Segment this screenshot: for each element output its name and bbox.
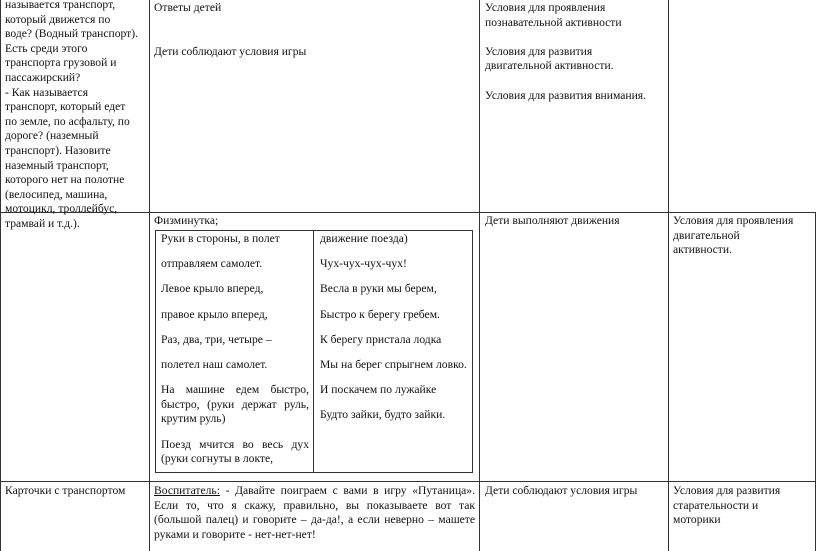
- column-divider-3: [668, 0, 669, 551]
- fizminutka-title: Физминутка;: [154, 214, 219, 227]
- text-line: Если то, что я скажу, правильно, вы показываете вот так: [154, 498, 475, 512]
- poem-line: Мы на берег спрыгнем ловко.: [320, 357, 467, 371]
- row3-materials-cell: Карточки с транспортом: [5, 484, 126, 497]
- text-line: транспорт, который едет: [5, 100, 126, 114]
- text-line: Дети соблюдают условия игры: [154, 44, 307, 58]
- poem-box: [155, 230, 473, 473]
- poem-line: быстро, (руки держат руль,: [161, 397, 309, 411]
- row3-teacher-cell: [154, 484, 475, 542]
- poem-line: Чух-чух-чух-чух!: [320, 257, 407, 271]
- poem-line: правое крыло вперед,: [161, 307, 268, 321]
- poem-left-column: [161, 232, 309, 467]
- text-line: (большой палец) и говорите – да-да!, а если неверно – машете: [154, 513, 475, 527]
- text-line: Условия для проявления: [485, 1, 606, 14]
- poem-line: движение поезда): [320, 232, 408, 245]
- poem-line: К берегу пристала лодка: [320, 332, 442, 346]
- text-line: двигательной: [673, 228, 740, 242]
- poem-divider: [313, 231, 314, 472]
- text-line: который движется по: [5, 12, 111, 26]
- text-line: моторики: [673, 513, 721, 527]
- column-divider-2: [479, 0, 480, 551]
- text-line: Условия для проявления: [673, 214, 794, 227]
- text-line: двигательной активности.: [485, 59, 614, 73]
- text-line: - Как называется: [5, 85, 89, 99]
- text-line: наземный транспорт,: [5, 158, 109, 172]
- poem-line: Весла в руки мы берем,: [320, 282, 437, 296]
- poem-line: (руки согнуты в локте,: [161, 452, 274, 466]
- poem-line: отправляем самолет.: [161, 257, 263, 271]
- row-divider-2: [0, 481, 816, 482]
- poem-line: крутим руль): [161, 412, 226, 426]
- text-line: называется транспорт,: [5, 0, 116, 11]
- teacher-label: Воспитатель:: [154, 484, 220, 497]
- poem-line: Левое крыло вперед,: [161, 282, 264, 296]
- text-line: по земле, по асфальту, по: [5, 114, 130, 128]
- column-divider-1: [149, 0, 150, 551]
- table-border-left: [0, 0, 1, 551]
- text-line: Ответы детей: [154, 1, 222, 14]
- poem-line: Раз, два, три, четыре –: [161, 332, 272, 346]
- poem-right-column: [320, 232, 470, 423]
- poem-line: На машине едем быстро,: [161, 383, 309, 397]
- text-line: дороге? (наземный: [5, 129, 99, 143]
- row3-conditions-cell: [673, 484, 813, 528]
- text-line: Условия для развития: [485, 44, 593, 58]
- text-line: пассажирский?: [5, 70, 81, 84]
- text-line: (велосипед, машина,: [5, 187, 108, 201]
- text-line: познавательной активности: [485, 15, 622, 29]
- poem-line: полетел наш самолет.: [161, 357, 268, 371]
- text-line: транспорта грузовой и: [5, 56, 117, 70]
- text-line: Условия для развития: [673, 484, 781, 497]
- text-line: которого нет на полотне: [5, 173, 125, 187]
- text-line: транспорт). Назовите: [5, 143, 111, 157]
- text-line: трамвай и т.д.).: [5, 216, 80, 230]
- text-line: Есть среди этого: [5, 41, 88, 55]
- poem-line: Быстро к берегу гребем.: [320, 307, 440, 321]
- row1-question-cell: [5, 0, 147, 232]
- poem-line: Будто зайки, будто зайки.: [320, 408, 446, 422]
- poem-line: И поскачем по лужайке: [320, 383, 437, 397]
- text-line: Условия для развития внимания.: [485, 88, 646, 102]
- row1-conditions-cell: [485, 1, 665, 103]
- row2-children-activity-cell: Дети выполняют движения: [485, 214, 620, 227]
- text-line: мотоцикл, троллейбус,: [5, 202, 118, 216]
- text-line: руками и говорите - нет-нет-нет!: [154, 527, 316, 541]
- text-line: активности.: [673, 243, 732, 257]
- row3-children-activity-cell: Дети соблюдают условия игры: [485, 484, 638, 497]
- row1-children-activity-cell: [154, 1, 474, 59]
- row2-conditions-cell: [673, 214, 813, 258]
- text-line: воде? (Водный транспорт).: [5, 27, 138, 41]
- poem-line: Поезд мчится во весь дух: [161, 437, 309, 451]
- poem-line: Руки в стороны, в полет: [161, 232, 280, 245]
- text-line: Воспитатель: - Давайте поиграем с вами в игру «Путаница».: [154, 484, 475, 497]
- text-line: старательности и: [673, 498, 759, 512]
